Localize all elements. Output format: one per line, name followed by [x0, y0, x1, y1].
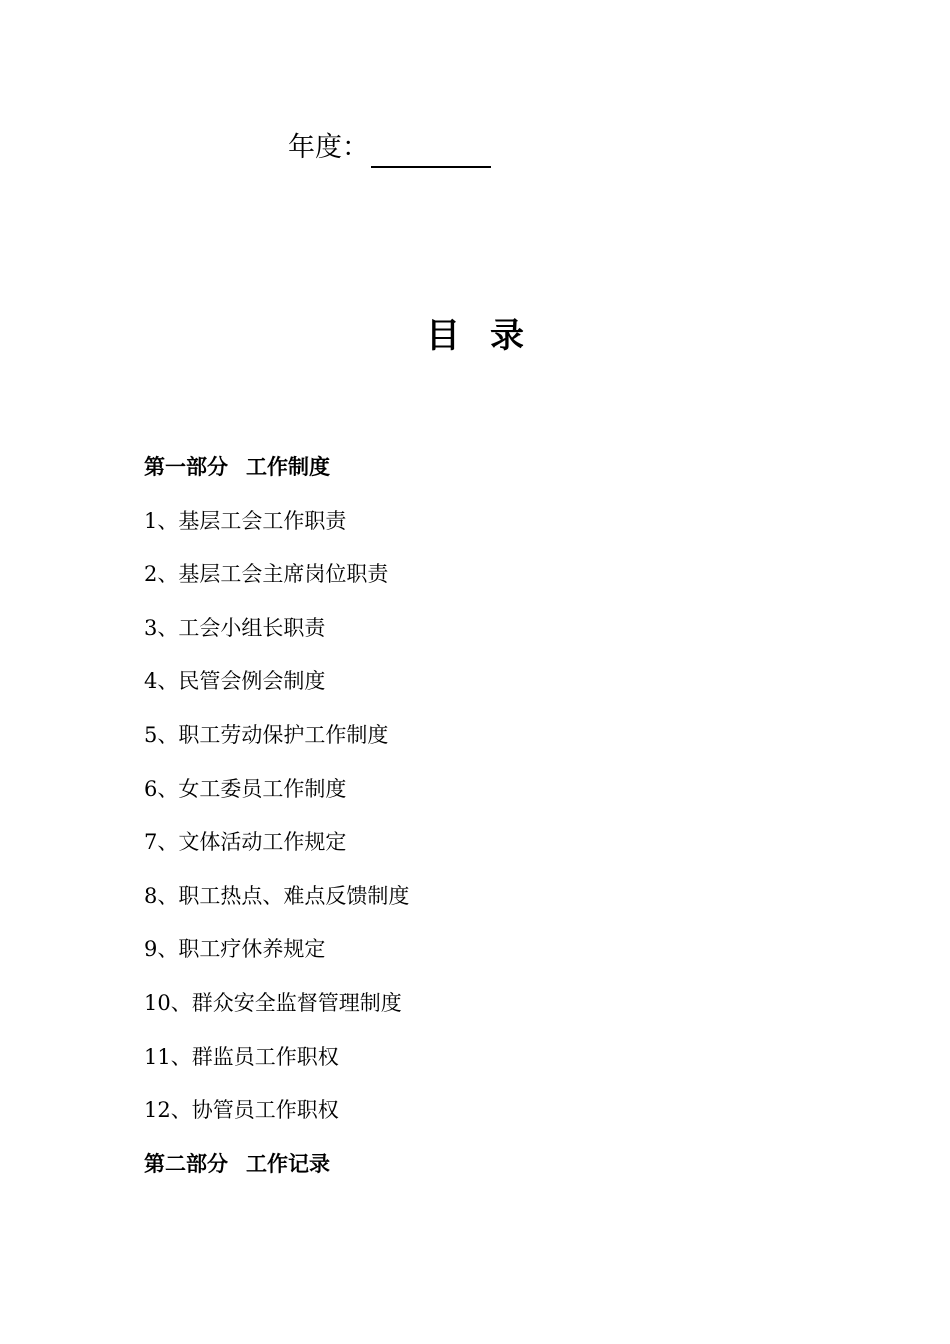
toc-item[interactable]: 2、基层工会主席岗位职责	[144, 562, 389, 587]
toc-item[interactable]: 4、民管会例会制度	[144, 669, 326, 694]
year-blank-line	[371, 134, 491, 168]
toc-item[interactable]: 7、文体活动工作规定	[144, 830, 347, 855]
toc-item[interactable]: 1、基层工会工作职责	[144, 508, 347, 533]
part-number: 第一部分	[144, 454, 228, 479]
year-label: 年度：	[288, 132, 369, 163]
toc-part-1[interactable]	[144, 448, 409, 502]
toc-item[interactable]: 10、群众安全监督管理制度	[144, 990, 402, 1015]
toc-item[interactable]: 11、群监员工作职权	[144, 1044, 339, 1069]
toc-title-char-2: 录	[490, 316, 554, 356]
toc-title	[0, 312, 950, 360]
part-name: 工作记录	[246, 1150, 330, 1176]
table-of-contents	[144, 448, 409, 1198]
year-field	[288, 128, 491, 168]
toc-item[interactable]: 9、职工疗休养规定	[144, 937, 326, 962]
toc-part-2[interactable]	[144, 1145, 409, 1199]
toc-item[interactable]: 6、女工委员工作制度	[144, 776, 347, 801]
part-name: 工作制度	[246, 454, 330, 479]
toc-title-char-1: 目	[426, 316, 490, 356]
toc-item[interactable]: 8、职工热点、难点反馈制度	[144, 883, 410, 908]
toc-item[interactable]: 12、协管员工作职权	[144, 1098, 339, 1123]
toc-item[interactable]: 3、工会小组长职责	[144, 615, 326, 640]
toc-item[interactable]: 5、职工劳动保护工作制度	[144, 722, 389, 747]
part-number: 第二部分	[144, 1150, 228, 1176]
